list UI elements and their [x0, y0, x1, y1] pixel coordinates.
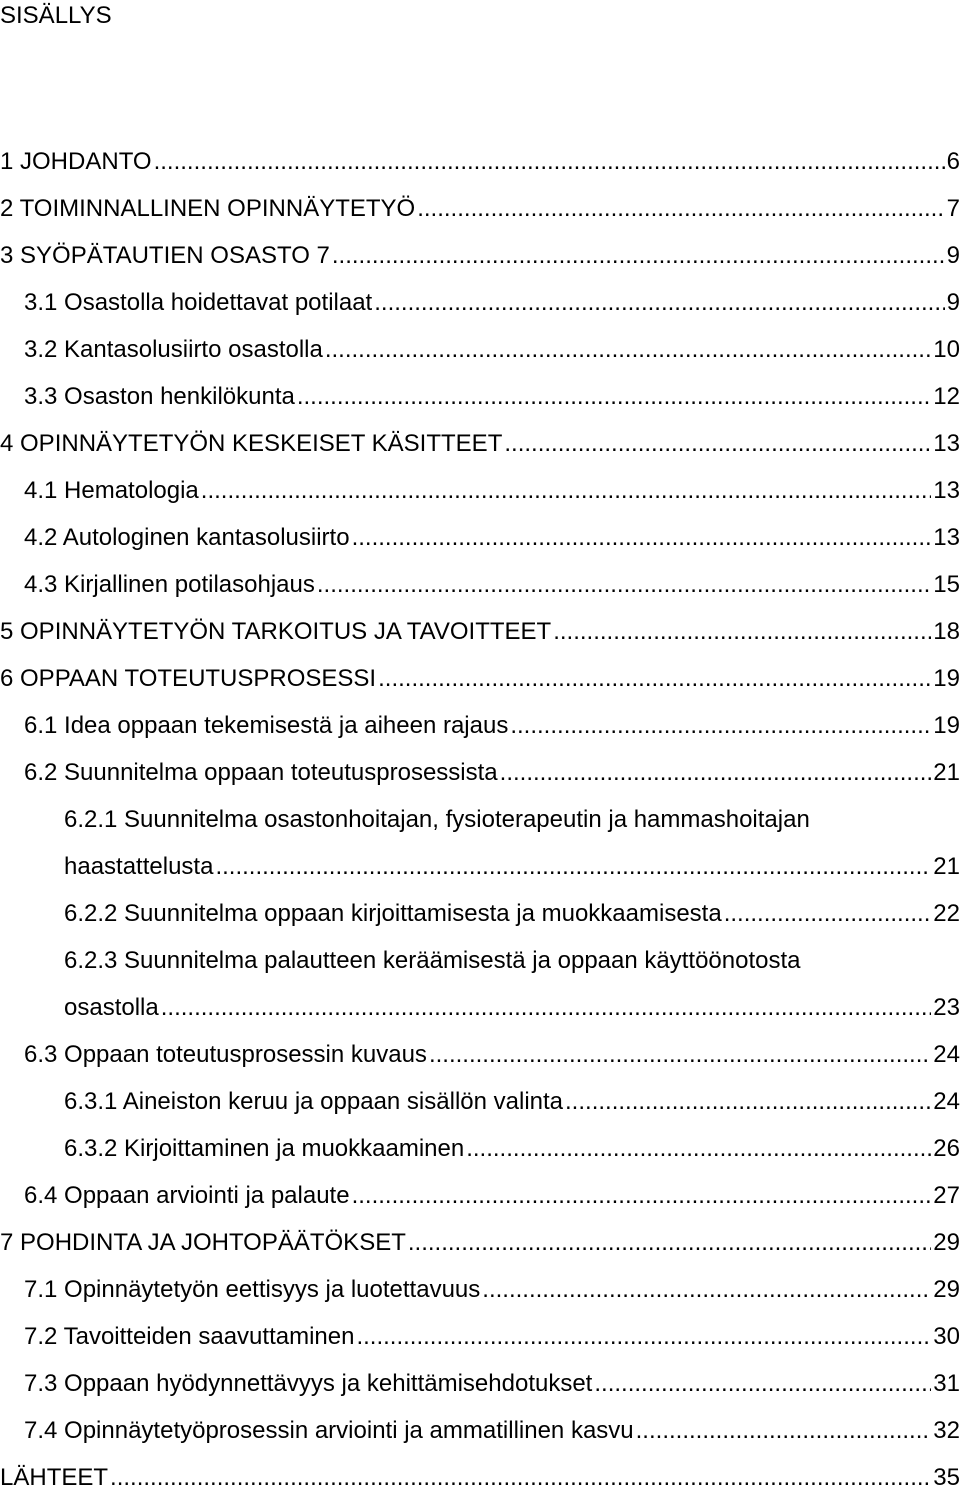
toc-entry-title: 6.4 Oppaan arviointi ja palaute — [24, 1181, 350, 1209]
toc-entry-title: 3 SYÖPÄTAUTIEN OSASTO 7 — [0, 241, 330, 269]
toc-dot-leader — [565, 1088, 931, 1116]
toc-page-number: 12 — [933, 382, 960, 410]
toc-page-number: 18 — [933, 617, 960, 645]
toc-entry-title: 6.2.1 Suunnitelma osastonhoitajan, fysioterapeutin ja hammashoitajan — [64, 805, 810, 833]
toc-entry-title: 7 POHDINTA JA JOHTOPÄÄTÖKSET — [0, 1228, 406, 1256]
toc-entry-title: 4.1 Hematologia — [24, 476, 199, 504]
toc-heading: SISÄLLYS — [0, 2, 112, 29]
toc-page-number: 10 — [933, 335, 960, 363]
toc-entry[interactable] — [0, 373, 960, 420]
toc-entry[interactable] — [0, 138, 960, 185]
toc-entry[interactable] — [0, 702, 960, 749]
toc-entry-title: haastattelusta — [64, 852, 214, 880]
toc-entry-title: 3.2 Kantasolusiirto osastolla — [24, 335, 323, 363]
toc-dot-leader — [317, 571, 931, 599]
toc-page-number: 13 — [933, 476, 960, 504]
toc-dot-leader — [374, 289, 944, 317]
toc-entry[interactable] — [0, 1407, 960, 1454]
toc-entry[interactable] — [0, 749, 960, 796]
toc-dot-leader — [161, 994, 932, 1022]
toc-entry[interactable] — [0, 420, 960, 467]
toc-dot-leader — [154, 148, 945, 176]
toc-entry[interactable] — [0, 185, 960, 232]
toc-dot-leader — [417, 195, 944, 223]
toc-page-number: 29 — [933, 1228, 960, 1256]
toc-entry-title: 2 TOIMINNALLINEN OPINNÄYTETYÖ — [0, 194, 416, 222]
toc-entry[interactable] — [0, 561, 960, 608]
toc-entry-title: 4.3 Kirjallinen potilasohjaus — [24, 570, 315, 598]
toc-page-number: 24 — [933, 1087, 960, 1115]
toc-dot-leader — [500, 759, 932, 787]
table-of-contents — [0, 138, 960, 1501]
toc-page-number: 19 — [933, 711, 960, 739]
toc-entry[interactable] — [0, 1219, 960, 1266]
toc-page-number: 31 — [933, 1369, 960, 1397]
toc-entry[interactable] — [0, 232, 960, 279]
toc-dot-leader — [325, 336, 931, 364]
toc-page-number: 9 — [946, 241, 960, 269]
toc-entry-title: 1 JOHDANTO — [0, 147, 152, 175]
toc-dot-leader — [482, 1276, 931, 1304]
toc-entry[interactable] — [0, 937, 960, 984]
toc-page-number: 15 — [933, 570, 960, 598]
toc-entry-title: 6.1 Idea oppaan tekemisestä ja aiheen rajaus — [24, 711, 509, 739]
toc-page-number: 30 — [933, 1322, 960, 1350]
toc-entry-title: 6.3 Oppaan toteutusprosessin kuvaus — [24, 1040, 427, 1068]
toc-page-number: 22 — [933, 899, 960, 927]
toc-entry[interactable] — [0, 1172, 960, 1219]
toc-entry[interactable] — [0, 984, 960, 1031]
toc-dot-leader — [504, 430, 931, 458]
toc-page-number: 32 — [933, 1416, 960, 1444]
toc-entry-title: 5 OPINNÄYTETYÖN TARKOITUS JA TAVOITTEET — [0, 617, 552, 645]
toc-entry[interactable] — [0, 843, 960, 890]
toc-dot-leader — [594, 1370, 931, 1398]
toc-entry-title: 7.2 Tavoitteiden saavuttaminen — [24, 1322, 355, 1350]
toc-page-number: 7 — [946, 194, 960, 222]
toc-entry[interactable] — [0, 1078, 960, 1125]
toc-dot-leader — [636, 1417, 932, 1445]
toc-page-number: 26 — [933, 1134, 960, 1162]
toc-page-number: 27 — [933, 1181, 960, 1209]
toc-entry-title: 6.2.2 Suunnitelma oppaan kirjoittamisesta ja muokkaamisesta — [64, 899, 722, 927]
toc-entry[interactable] — [0, 326, 960, 373]
toc-entry-title: osastolla — [64, 993, 159, 1021]
toc-dot-leader — [724, 900, 932, 928]
toc-dot-leader — [466, 1135, 931, 1163]
toc-page-number: 21 — [933, 852, 960, 880]
toc-dot-leader — [297, 383, 931, 411]
toc-dot-leader — [553, 618, 931, 646]
toc-entry[interactable] — [0, 514, 960, 561]
toc-entry-title: 6.3.1 Aineiston keruu ja oppaan sisällön valinta — [64, 1087, 564, 1115]
toc-dot-leader — [110, 1464, 931, 1492]
toc-entry[interactable] — [0, 608, 960, 655]
toc-dot-leader — [352, 1182, 932, 1210]
toc-dot-leader — [429, 1041, 931, 1069]
toc-entry-title: 6 OPPAAN TOTEUTUSPROSESSI — [0, 664, 377, 692]
toc-entry-title: 6.2 Suunnitelma oppaan toteutusprosessista — [24, 758, 498, 786]
toc-entry-title: 6.3.2 Kirjoittaminen ja muokkaaminen — [64, 1134, 465, 1162]
toc-dot-leader — [378, 665, 931, 693]
toc-entry[interactable] — [0, 279, 960, 326]
toc-entry[interactable] — [0, 655, 960, 702]
toc-entry[interactable] — [0, 1266, 960, 1313]
toc-entry[interactable] — [0, 1313, 960, 1360]
toc-entry-title: 7.1 Opinnäytetyön eettisyys ja luotettavuus — [24, 1275, 481, 1303]
toc-page-number: 9 — [946, 288, 960, 316]
toc-entry[interactable] — [0, 796, 960, 843]
toc-entry[interactable] — [0, 1125, 960, 1172]
toc-page-number: 29 — [933, 1275, 960, 1303]
toc-page-number: 23 — [933, 993, 960, 1021]
toc-page-number: 13 — [933, 429, 960, 457]
toc-entry-title: 3.1 Osastolla hoidettavat potilaat — [24, 288, 373, 316]
toc-dot-leader — [201, 477, 932, 505]
toc-dot-leader — [215, 853, 931, 881]
toc-dot-leader — [332, 242, 945, 270]
toc-entry[interactable] — [0, 1454, 960, 1501]
toc-entry[interactable] — [0, 890, 960, 937]
toc-entry[interactable] — [0, 1031, 960, 1078]
toc-page-number: 35 — [933, 1463, 960, 1491]
toc-dot-leader — [352, 524, 932, 552]
toc-dot-leader — [510, 712, 931, 740]
toc-dot-leader — [408, 1229, 931, 1257]
toc-dot-leader — [356, 1323, 931, 1351]
toc-entry-title: LÄHTEET — [0, 1463, 109, 1491]
toc-entry[interactable] — [0, 1360, 960, 1407]
toc-entry-title: 3.3 Osaston henkilökunta — [24, 382, 295, 410]
toc-page-number: 24 — [933, 1040, 960, 1068]
toc-entry-title: 7.4 Opinnäytetyöprosessin arviointi ja ammatillinen kasvu — [24, 1416, 634, 1444]
toc-page-number: 6 — [946, 147, 960, 175]
toc-entry-title: 4.2 Autologinen kantasolusiirto — [24, 523, 350, 551]
toc-entry-title: 4 OPINNÄYTETYÖN KESKEISET KÄSITTEET — [0, 429, 503, 457]
toc-page-number: 21 — [933, 758, 960, 786]
toc-entry-title: 7.3 Oppaan hyödynnettävyys ja kehittämisehdotukset — [24, 1369, 593, 1397]
toc-page-number: 13 — [933, 523, 960, 551]
toc-entry[interactable] — [0, 467, 960, 514]
toc-entry-title: 6.2.3 Suunnitelma palautteen keräämisestä ja oppaan käyttöönotosta — [64, 946, 801, 974]
toc-page-number: 19 — [933, 664, 960, 692]
